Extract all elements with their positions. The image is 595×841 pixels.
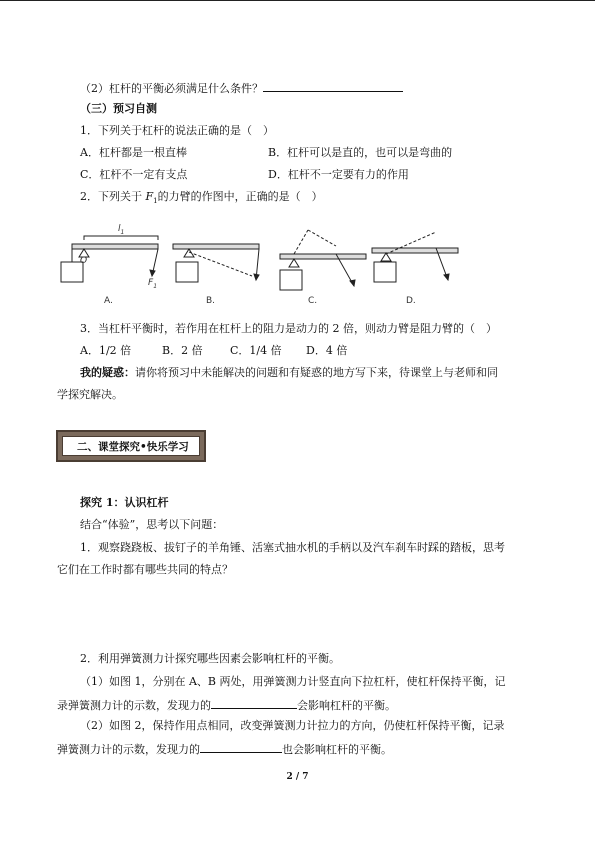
question-2-text: （2）杠杆的平衡必须满足什么条件？ [80, 82, 263, 95]
question-2-line [80, 80, 403, 96]
figure-label-b: B. [206, 296, 216, 306]
answer-blank [200, 741, 282, 753]
explore-1-intro: 结合“体验”，思考以下问题： [80, 518, 224, 531]
q2-suffix: 的力臂的作图中，正确的是（ ） [157, 190, 323, 203]
q3-option-b: B．2 倍 [162, 344, 203, 357]
doubt-label: 我的疑惑： [80, 366, 135, 379]
lever-b-fulcrum [184, 249, 194, 257]
lever-a-bar [72, 244, 158, 249]
q2-force-symbol: F [145, 190, 154, 203]
test-question-3: 3．当杠杆平衡时，若作用在杠杆上的阻力是动力的 2 倍，则动力臂是阻力臂的（ ） [80, 322, 497, 335]
lever-b-bar [173, 244, 259, 249]
doubt-text-1: 请你将预习中未能解决的问题和有疑惑的地方写下来，待课堂上与老师和同 [135, 366, 498, 379]
explore-1-q2-2-line2: 弹簧测力计的示数，发现力的 也会影响杠杆的平衡。 [57, 743, 392, 756]
explore-1-q2-1-line1: （1）如图 1，分别在 A、B 两处，用弹簧测力计竖直向下拉杠杆，使杠杆保持平衡，记 [80, 675, 506, 688]
figure-label-c: C. [308, 296, 318, 306]
q1-option-d: D．杠杆不一定要有力的作用 [268, 168, 409, 181]
header-rule [0, 0, 595, 1]
q1-option-c: C．杠杆不一定有支点 [80, 168, 188, 181]
doubt-line-2: 学探究解决。 [57, 388, 123, 401]
page-number: 2 / 7 [286, 772, 309, 782]
lever-d-fulcrum [381, 253, 391, 261]
lever-b-arrow [254, 274, 259, 280]
lever-a-arrow [150, 270, 155, 276]
lever-d-arrow [444, 274, 449, 280]
q3-option-c: C．1/4 倍 [230, 344, 282, 357]
section-banner [56, 430, 206, 462]
q3-option-d: D．4 倍 [306, 344, 348, 357]
explore-1-q1-line2: 它们在工作时都有哪些共同的特点？ [57, 563, 233, 576]
q1-option-b: B．杠杆可以是直的，也可以是弯曲的 [268, 146, 453, 159]
q3-option-a: A．1/2 倍 [80, 344, 132, 357]
explore-1-q2: 2．利用弹簧测力计探究哪些因素会影响杠杆的平衡。 [80, 652, 340, 665]
lever-c-arrow [350, 280, 355, 286]
figure-l1-label: $l_1$ [118, 224, 125, 236]
answer-blank [211, 697, 297, 709]
lever-c-weight [280, 270, 302, 290]
test-question-2 [80, 190, 323, 208]
answer-blank [263, 80, 403, 92]
lever-c-arm [294, 230, 308, 254]
lever-d-bar [372, 248, 458, 253]
lever-c-fulcrum [289, 259, 299, 267]
q2-force-subscript: 1 [153, 197, 158, 206]
explore-1-q1-line1: 1．观察跷跷板、拔钉子的羊角锤、活塞式抽水机的手柄以及汽车刹车时踩的踏板，思考 [80, 541, 505, 554]
section-3-title: （三）预习自测 [80, 102, 157, 115]
q1-option-a: A．杠杆都是一根直棒 [80, 146, 187, 159]
figure-label-d: D. [406, 296, 416, 306]
explore-1-title: 探究 1：认识杠杆 [80, 496, 169, 509]
lever-d-weight [374, 262, 396, 282]
lever-a-arm [84, 236, 158, 240]
test-question-1: 1．下列关于杠杆的说法正确的是（ ） [80, 124, 274, 137]
explore-1-q2-1-line2: 录弹簧测力计的示数，发现力的 会影响杠杆的平衡。 [57, 699, 396, 712]
q2-prefix: 2．下列关于 [80, 190, 142, 203]
section-banner-text: 二、课堂探究•快乐学习 [62, 436, 200, 456]
lever-diagrams-figure [56, 224, 476, 316]
figure-o-label: O [80, 256, 88, 266]
explore-1-q2-2-line1: （2）如图 2，保持作用点相同，改变弹簧测力计拉力的方向，仍使杠杆保持平衡，记录 [80, 719, 505, 732]
lever-b-weight [176, 262, 198, 282]
doubt-line-1 [80, 366, 498, 380]
lever-c-bar [280, 254, 366, 259]
figure-f1-label: $F_1$ [148, 278, 158, 290]
figure-label-a: A. [104, 296, 113, 306]
